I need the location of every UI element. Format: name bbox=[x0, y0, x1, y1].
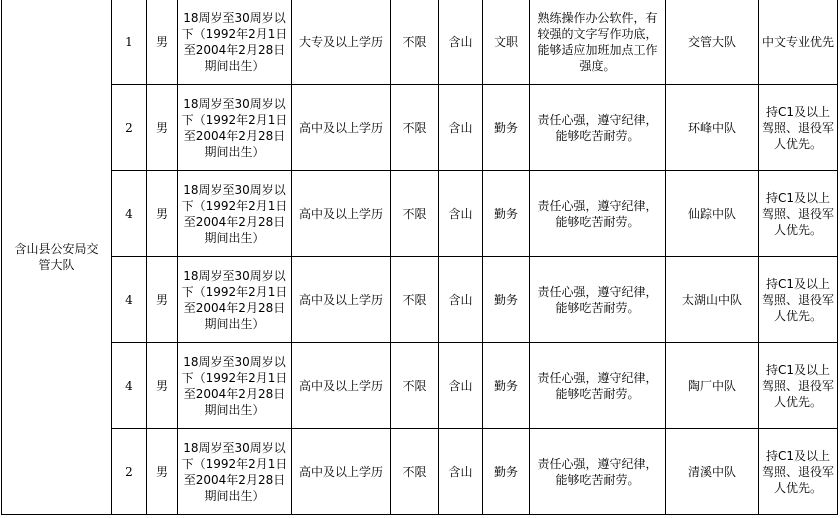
count-cell: 4 bbox=[112, 343, 147, 429]
note-cell: 持C1及以上驾照、退役军人优先。 bbox=[759, 429, 838, 515]
requirement-cell: 责任心强，遵守纪律，能够吃苦耐劳。 bbox=[530, 85, 666, 171]
gender-cell: 男 bbox=[147, 0, 178, 85]
squad-cell: 清溪中队 bbox=[666, 429, 759, 515]
age-cell: 18周岁至30周岁以下（1992年2月1日至2004年2月28日期间出生） bbox=[178, 171, 292, 257]
note-cell: 中文专业优先 bbox=[759, 0, 838, 85]
location-cell: 含山 bbox=[439, 0, 483, 85]
post-cell: 勤务 bbox=[483, 257, 530, 343]
squad-cell: 环峰中队 bbox=[666, 85, 759, 171]
post-cell: 勤务 bbox=[483, 85, 530, 171]
table-row bbox=[2, 85, 838, 171]
major-cell: 不限 bbox=[391, 171, 439, 257]
note-cell: 持C1及以上驾照、退役军人优先。 bbox=[759, 257, 838, 343]
table-row bbox=[2, 257, 838, 343]
major-cell: 不限 bbox=[391, 429, 439, 515]
age-cell: 18周岁至30周岁以下（1992年2月1日至2004年2月28日期间出生） bbox=[178, 429, 292, 515]
major-cell: 不限 bbox=[391, 85, 439, 171]
requirement-cell: 责任心强，遵守纪律，能够吃苦耐劳。 bbox=[530, 343, 666, 429]
table-row bbox=[2, 171, 838, 257]
post-cell: 文职 bbox=[483, 0, 530, 85]
requirement-cell: 责任心强，遵守纪律，能够吃苦耐劳。 bbox=[530, 257, 666, 343]
age-cell: 18周岁至30周岁以下（1992年2月1日至2004年2月28日期间出生） bbox=[178, 0, 292, 85]
requirement-cell: 熟练操作办公软件，有较强的文字写作功底，能够适应加班加点工作强度。 bbox=[530, 0, 666, 85]
squad-cell: 交管大队 bbox=[666, 0, 759, 85]
gender-cell: 男 bbox=[147, 85, 178, 171]
education-cell: 大专及以上学历 bbox=[292, 0, 391, 85]
post-cell: 勤务 bbox=[483, 429, 530, 515]
major-cell: 不限 bbox=[391, 257, 439, 343]
age-cell: 18周岁至30周岁以下（1992年2月1日至2004年2月28日期间出生） bbox=[178, 343, 292, 429]
requirement-cell: 责任心强，遵守纪律，能够吃苦耐劳。 bbox=[530, 171, 666, 257]
note-cell: 持C1及以上驾照、退役军人优先。 bbox=[759, 171, 838, 257]
count-cell: 4 bbox=[112, 257, 147, 343]
post-cell: 勤务 bbox=[483, 343, 530, 429]
location-cell: 含山 bbox=[439, 429, 483, 515]
table-row bbox=[2, 0, 838, 85]
location-cell: 含山 bbox=[439, 171, 483, 257]
count-cell: 2 bbox=[112, 429, 147, 515]
location-cell: 含山 bbox=[439, 343, 483, 429]
major-cell: 不限 bbox=[391, 343, 439, 429]
education-cell: 高中及以上学历 bbox=[292, 171, 391, 257]
location-cell: 含山 bbox=[439, 85, 483, 171]
education-cell: 高中及以上学历 bbox=[292, 429, 391, 515]
recruitment-table bbox=[1, 0, 838, 515]
education-cell: 高中及以上学历 bbox=[292, 85, 391, 171]
location-cell: 含山 bbox=[439, 257, 483, 343]
unit-cell: 含山县公安局交管大队 bbox=[2, 0, 112, 515]
gender-cell: 男 bbox=[147, 171, 178, 257]
note-cell: 持C1及以上驾照、退役军人优先。 bbox=[759, 343, 838, 429]
squad-cell: 陶厂中队 bbox=[666, 343, 759, 429]
gender-cell: 男 bbox=[147, 257, 178, 343]
age-cell: 18周岁至30周岁以下（1992年2月1日至2004年2月28日期间出生） bbox=[178, 257, 292, 343]
requirement-cell: 责任心强，遵守纪律，能够吃苦耐劳。 bbox=[530, 429, 666, 515]
gender-cell: 男 bbox=[147, 343, 178, 429]
count-cell: 2 bbox=[112, 85, 147, 171]
table-row bbox=[2, 429, 838, 515]
table-row bbox=[2, 343, 838, 429]
education-cell: 高中及以上学历 bbox=[292, 343, 391, 429]
education-cell: 高中及以上学历 bbox=[292, 257, 391, 343]
note-cell: 持C1及以上驾照、退役军人优先。 bbox=[759, 85, 838, 171]
squad-cell: 仙踪中队 bbox=[666, 171, 759, 257]
gender-cell: 男 bbox=[147, 429, 178, 515]
squad-cell: 太湖山中队 bbox=[666, 257, 759, 343]
age-cell: 18周岁至30周岁以下（1992年2月1日至2004年2月28日期间出生） bbox=[178, 85, 292, 171]
count-cell: 4 bbox=[112, 171, 147, 257]
count-cell: 1 bbox=[112, 0, 147, 85]
major-cell: 不限 bbox=[391, 0, 439, 85]
post-cell: 勤务 bbox=[483, 171, 530, 257]
